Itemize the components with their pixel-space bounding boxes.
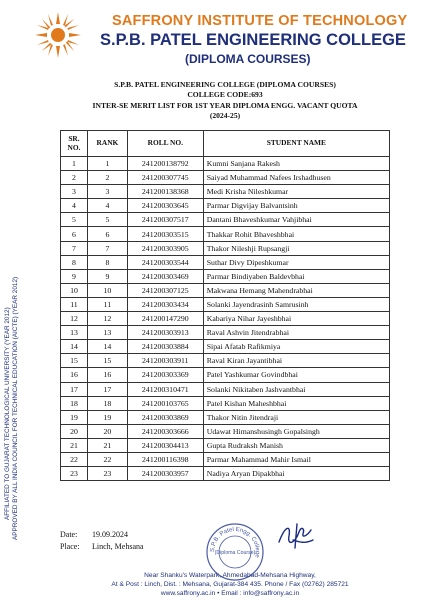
roll-no-cell: 241200303884 [127, 340, 203, 354]
header-student-name: STUDENT NAME [203, 131, 389, 157]
merit-list-table [60, 130, 390, 481]
sr-no-cell: 8 [61, 255, 88, 269]
rank-cell: 6 [87, 227, 127, 241]
roll-no-cell: 241200303515 [127, 227, 203, 241]
table-row [61, 452, 390, 466]
rank-cell: 7 [87, 241, 127, 255]
header-sr-line2: NO. [67, 142, 81, 152]
student-name-cell: Solanki Jayendrasinh Samrusinh [203, 297, 389, 311]
student-name-cell: Thakkar Rohit Bhaveshbhai [203, 227, 389, 241]
rank-cell: 15 [87, 354, 127, 368]
table-row [61, 227, 390, 241]
student-name-cell: Saiyad Muhammad Nafees Irshadhusen [203, 171, 389, 185]
principal-signature-icon [275, 520, 317, 552]
student-name-cell: Kabariya Nihar Jayeshbhai [203, 312, 389, 326]
table-header-row [61, 131, 390, 157]
student-name-cell: Parmar Bindiyaben Baldevbhai [203, 269, 389, 283]
student-name-cell: Raval Ashvin Jitendrabhai [203, 326, 389, 340]
roll-no-cell: 241200304413 [127, 438, 203, 452]
affiliation-text: AFFILIATED TO GUJARAT TECHNOLOGICAL UNIVERSITY (YEAR 2012) [4, 307, 11, 520]
table-row [61, 283, 390, 297]
rank-cell: 16 [87, 368, 127, 382]
roll-no-cell: 241200103765 [127, 396, 203, 410]
rank-cell: 23 [87, 467, 127, 481]
rank-cell: 9 [87, 269, 127, 283]
sr-no-cell: 12 [61, 312, 88, 326]
address-line-1: Near Shanku's Waterpark, Ahmedabad-Mehsana Highway, [144, 572, 316, 579]
date-label: Date: [60, 530, 78, 539]
sr-no-cell: 9 [61, 269, 88, 283]
student-name-cell: Sipai Afatab Rafikmiya [203, 340, 389, 354]
student-name-cell: Patel Kishan Maheshbhai [203, 396, 389, 410]
roll-no-cell: 241200303957 [127, 467, 203, 481]
table-row [61, 297, 390, 311]
roll-no-cell: 241200303666 [127, 424, 203, 438]
place-label: Place: [60, 542, 80, 551]
sr-no-cell: 17 [61, 382, 88, 396]
sr-no-cell: 21 [61, 438, 88, 452]
rank-cell: 2 [87, 171, 127, 185]
table-row [61, 368, 390, 382]
roll-no-cell: 241200303645 [127, 199, 203, 213]
heading-line-1: S.P.B. PATEL ENGINEERING COLLEGE (DIPLOMA COURSES) [114, 80, 336, 89]
rank-cell: 8 [87, 255, 127, 269]
student-name-cell: Kumni Sanjana Rakesh [203, 157, 389, 171]
roll-no-cell: 241200307125 [127, 283, 203, 297]
rank-cell: 17 [87, 382, 127, 396]
roll-no-cell: 241200116398 [127, 452, 203, 466]
student-name-cell: Nadiya Aryan Dipakbhai [203, 467, 389, 481]
table-row [61, 410, 390, 424]
student-name-cell: Udawat Himanshusingh Gopalsingh [203, 424, 389, 438]
rank-cell: 1 [87, 157, 127, 171]
sr-no-cell: 23 [61, 467, 88, 481]
rank-cell: 22 [87, 452, 127, 466]
place-value: Linch, Mehsana [92, 542, 144, 551]
sr-no-cell: 22 [61, 452, 88, 466]
sr-no-cell: 6 [61, 227, 88, 241]
rank-cell: 5 [87, 213, 127, 227]
table-row [61, 185, 390, 199]
student-name-cell: Parmar Mahammad Mahir Ismail [203, 452, 389, 466]
student-name-cell: Thakor Nitin Jitendraji [203, 410, 389, 424]
student-name-cell: Makwana Hemang Mahendrabhai [203, 283, 389, 297]
student-name-cell: Thakor Nileshji Rupsangji [203, 241, 389, 255]
table-row [61, 326, 390, 340]
table-row [61, 171, 390, 185]
sr-no-cell: 7 [61, 241, 88, 255]
rank-cell: 3 [87, 185, 127, 199]
date-value: 19.09.2024 [92, 530, 128, 539]
rank-cell: 14 [87, 340, 127, 354]
rank-cell: 19 [87, 410, 127, 424]
table-row [61, 424, 390, 438]
header-roll-no: ROLL NO. [127, 131, 203, 157]
sr-no-cell: 2 [61, 171, 88, 185]
student-name-cell: Gupta Rudraksh Manish [203, 438, 389, 452]
roll-no-cell: 241200307745 [127, 171, 203, 185]
header-sr-line1: SR. [68, 134, 80, 143]
college-subtitle: (DIPLOMA COURSES) [185, 52, 311, 66]
student-name-cell: Parmar Digvijay Balvantsinh [203, 199, 389, 213]
sr-no-cell: 3 [61, 185, 88, 199]
roll-no-cell: 241200138368 [127, 185, 203, 199]
header-rank: RANK [87, 131, 127, 157]
sr-no-cell: 4 [61, 199, 88, 213]
table-row [61, 157, 390, 171]
roll-no-cell: 241200303869 [127, 410, 203, 424]
address-line-2: At & Post : Linch, Dist. : Mehsana, Gujarat-384 435. Phone / Fax (02762) 285721 [111, 581, 349, 588]
sr-no-cell: 1 [61, 157, 88, 171]
student-name-cell: Raval Kiran Jayantibhai [203, 354, 389, 368]
sr-no-cell: 10 [61, 283, 88, 297]
table-body [61, 157, 390, 481]
institute-name: SAFFRONY INSTITUTE OF TECHNOLOGY [112, 13, 408, 29]
sr-no-cell: 5 [61, 213, 88, 227]
rank-cell: 11 [87, 297, 127, 311]
table-row [61, 467, 390, 481]
heading-line-2: COLLEGE CODE:693 [187, 90, 263, 100]
sr-no-cell: 16 [61, 368, 88, 382]
sr-no-cell: 15 [61, 354, 88, 368]
table-row [61, 199, 390, 213]
college-logo-icon [33, 10, 83, 60]
roll-no-cell: 241200303434 [127, 297, 203, 311]
table-row [61, 241, 390, 255]
student-name-cell: Dantani Bhaveshkumar Vahjibhai [203, 213, 389, 227]
rank-cell: 18 [87, 396, 127, 410]
student-name-cell: Medi Krisha Nileshkumar [203, 185, 389, 199]
table-row [61, 269, 390, 283]
rank-cell: 4 [87, 199, 127, 213]
roll-no-cell: 241200310471 [127, 382, 203, 396]
sr-no-cell: 19 [61, 410, 88, 424]
table-row [61, 312, 390, 326]
rank-cell: 21 [87, 438, 127, 452]
table-row [61, 438, 390, 452]
table-row [61, 396, 390, 410]
student-name-cell: Patel Yashkumar Govindbhai [203, 368, 389, 382]
rank-cell: 12 [87, 312, 127, 326]
address-line-3: www.saffrony.ac.in • Email : info@saffrony.ac.in [160, 590, 300, 597]
roll-no-cell: 241200303905 [127, 241, 203, 255]
sr-no-cell: 20 [61, 424, 88, 438]
stamp-ring-text: S.P.B. Patel Engg. College [209, 526, 261, 559]
table-row [61, 354, 390, 368]
roll-no-cell: 241200307517 [127, 213, 203, 227]
student-name-cell: Suthar Divy Dipeshkumar [203, 255, 389, 269]
roll-no-cell: 241200303911 [127, 354, 203, 368]
roll-no-cell: 241200303913 [127, 326, 203, 340]
roll-no-cell: 241200303369 [127, 368, 203, 382]
rank-cell: 10 [87, 283, 127, 297]
sr-no-cell: 14 [61, 340, 88, 354]
roll-no-cell: 241200147290 [127, 312, 203, 326]
sr-no-cell: 13 [61, 326, 88, 340]
heading-line-3: INTER-SE MERIT LIST FOR 1ST YEAR DIPLOMA ENGG. VACANT QUOTA [92, 100, 358, 110]
roll-no-cell: 241200303469 [127, 269, 203, 283]
header-sr-no [61, 131, 88, 157]
table-row [61, 255, 390, 269]
table-row [61, 382, 390, 396]
sr-no-cell: 18 [61, 396, 88, 410]
document-heading [60, 80, 390, 122]
approval-text: APPROVED BY ALL INDIA COUNCIL FOR TECHNICAL EDUCATION (AICTE) (YEAR 2012) [12, 276, 19, 540]
student-name-cell: Solanki Nikitaben Jashvantbhai [203, 382, 389, 396]
roll-no-cell: 241200303544 [127, 255, 203, 269]
table-row [61, 340, 390, 354]
college-name: S.P.B. PATEL ENGINEERING COLLEGE [100, 31, 406, 49]
stamp-center-text: (Diploma Course) [214, 550, 256, 556]
roll-no-cell: 241200138792 [127, 157, 203, 171]
table-row [61, 213, 390, 227]
heading-line-4: (2024-25) [209, 111, 241, 121]
rank-cell: 13 [87, 326, 127, 340]
sr-no-cell: 11 [61, 297, 88, 311]
rank-cell: 20 [87, 424, 127, 438]
